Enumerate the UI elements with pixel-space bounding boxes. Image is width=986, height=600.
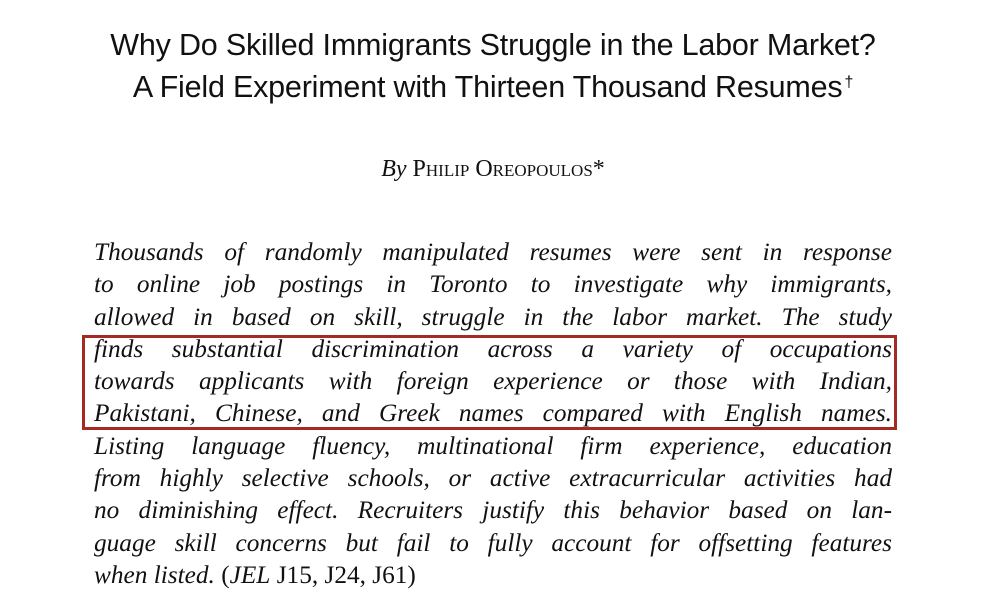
abstract-line: finds substantial discrimination across a variety of occupations: [94, 334, 892, 363]
abstract-line: Pakistani, Chinese, and Greek names compared with English names.: [94, 399, 892, 428]
jel-open-paren: (: [221, 560, 230, 589]
abstract-line: from highly selective schools, or active extracurricular activities had: [94, 464, 892, 493]
abstract-line: Listing language fluency, multinational firm experience, education: [94, 431, 892, 460]
title-line-2-text: A Field Experiment with Thirteen Thousand Resumes: [132, 70, 843, 104]
jel-code-list: J15, J24, J61): [270, 560, 416, 589]
abstract-line: guage skill concerns but fail to fully account for offsetting features: [94, 528, 892, 557]
abstract-line: no diminishing effect. Recruiters justify this behavior based on lan-: [94, 496, 892, 525]
abstract-line: towards applicants with foreign experience or those with Indian,: [94, 367, 892, 396]
jel-codes: [221, 561, 416, 589]
title-line-2: [0, 66, 986, 108]
byline: [0, 154, 986, 184]
abstract-last-text: when listed.: [94, 560, 215, 589]
title-line-1: Why Do Skilled Immigrants Struggle in the Labor Market?: [110, 28, 876, 62]
abstract-last-line: [94, 559, 892, 591]
abstract: [94, 236, 892, 591]
abstract-line: to online job postings in Toronto to investigate why immigrants,: [94, 270, 892, 299]
abstract-line: Thousands of randomly manipulated resumes were sent in response: [94, 238, 892, 266]
jel-label: JEL: [229, 560, 271, 589]
author-name: Philip Oreopoulos*: [412, 156, 605, 182]
paper-title: [0, 24, 986, 108]
byline-by: By: [381, 156, 407, 182]
dagger-footnote-mark: †: [844, 74, 854, 91]
abstract-line: allowed in based on skill, struggle in the labor market. The study: [94, 302, 892, 331]
